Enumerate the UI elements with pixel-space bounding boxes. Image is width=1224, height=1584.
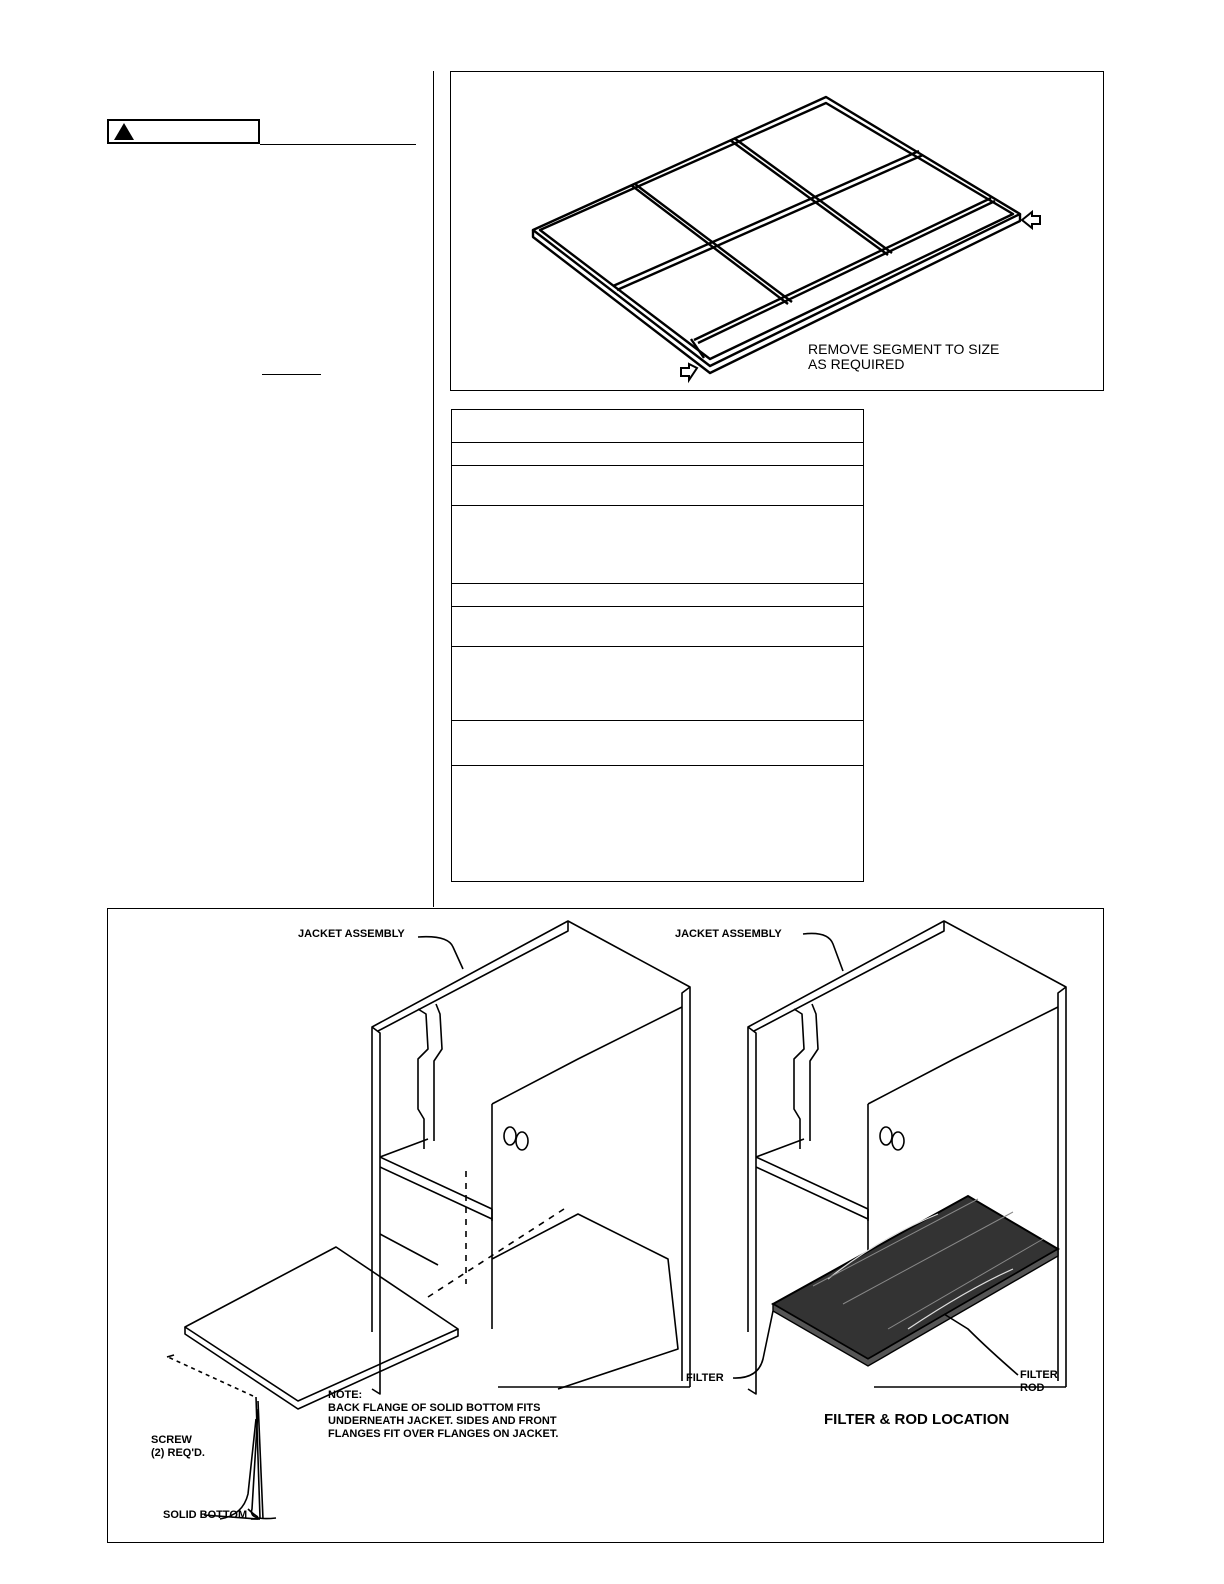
note-line1: NOTE: [328, 1389, 363, 1401]
screw-label-line1: SCREW [151, 1434, 192, 1446]
note-block [328, 1389, 558, 1441]
screw-label-line2: (2) REQ'D. [151, 1447, 205, 1459]
segment-arrow-left-icon [681, 364, 697, 380]
table-row [452, 465, 863, 466]
filter-frame-drawing [451, 72, 1105, 392]
table-row [452, 720, 863, 721]
frame-bar-4 [694, 198, 991, 340]
filter-rod-line2: ROD [1020, 1382, 1045, 1394]
jacket-assembly-label-left: JACKET ASSEMBLY [298, 928, 405, 940]
filter-rod-line1: FILTER [1020, 1369, 1058, 1381]
frame-bar-3 [613, 151, 919, 286]
segment-caption-line1: REMOVE SEGMENT TO SIZE [808, 341, 1000, 357]
spec-table [451, 409, 864, 882]
filter-mesh [773, 1196, 1058, 1366]
text-underline [262, 374, 321, 375]
screw-label [151, 1434, 205, 1460]
warning-rule [260, 144, 416, 145]
jacket-assembly-drawing [108, 909, 1105, 1544]
filter-rod-location-title: FILTER & ROD LOCATION [824, 1411, 1010, 1428]
note-line2: BACK FLANGE OF SOLID BOTTOM FITS [328, 1402, 541, 1414]
filter-frame-figure [450, 71, 1104, 391]
filter-label: FILTER [686, 1372, 724, 1384]
filter-rod-label [1020, 1369, 1058, 1395]
warning-triangle-icon [114, 123, 134, 140]
frame-inner [540, 103, 1013, 359]
table-row [452, 765, 863, 766]
column-divider [433, 71, 434, 907]
jacket-assembly-label-right: JACKET ASSEMBLY [675, 928, 782, 940]
table-row [452, 583, 863, 584]
frame-bar-2 [730, 140, 888, 255]
note-line3: UNDERNEATH JACKET. SIDES AND FRONT [328, 1415, 557, 1427]
table-row [452, 606, 863, 607]
table-row [452, 505, 863, 506]
frame-outer [533, 97, 1020, 366]
note-line4: FLANGES FIT OVER FLANGES ON JACKET. [328, 1428, 559, 1440]
solid-bottom-label: SOLID BOTTOM [163, 1509, 248, 1521]
segment-caption-line2: AS REQUIRED [808, 356, 905, 372]
table-row [452, 646, 863, 647]
segment-caption [808, 342, 999, 372]
table-row [452, 442, 863, 443]
segment-arrow-right-icon [1022, 212, 1040, 228]
jacket-assembly-figure [107, 908, 1104, 1543]
